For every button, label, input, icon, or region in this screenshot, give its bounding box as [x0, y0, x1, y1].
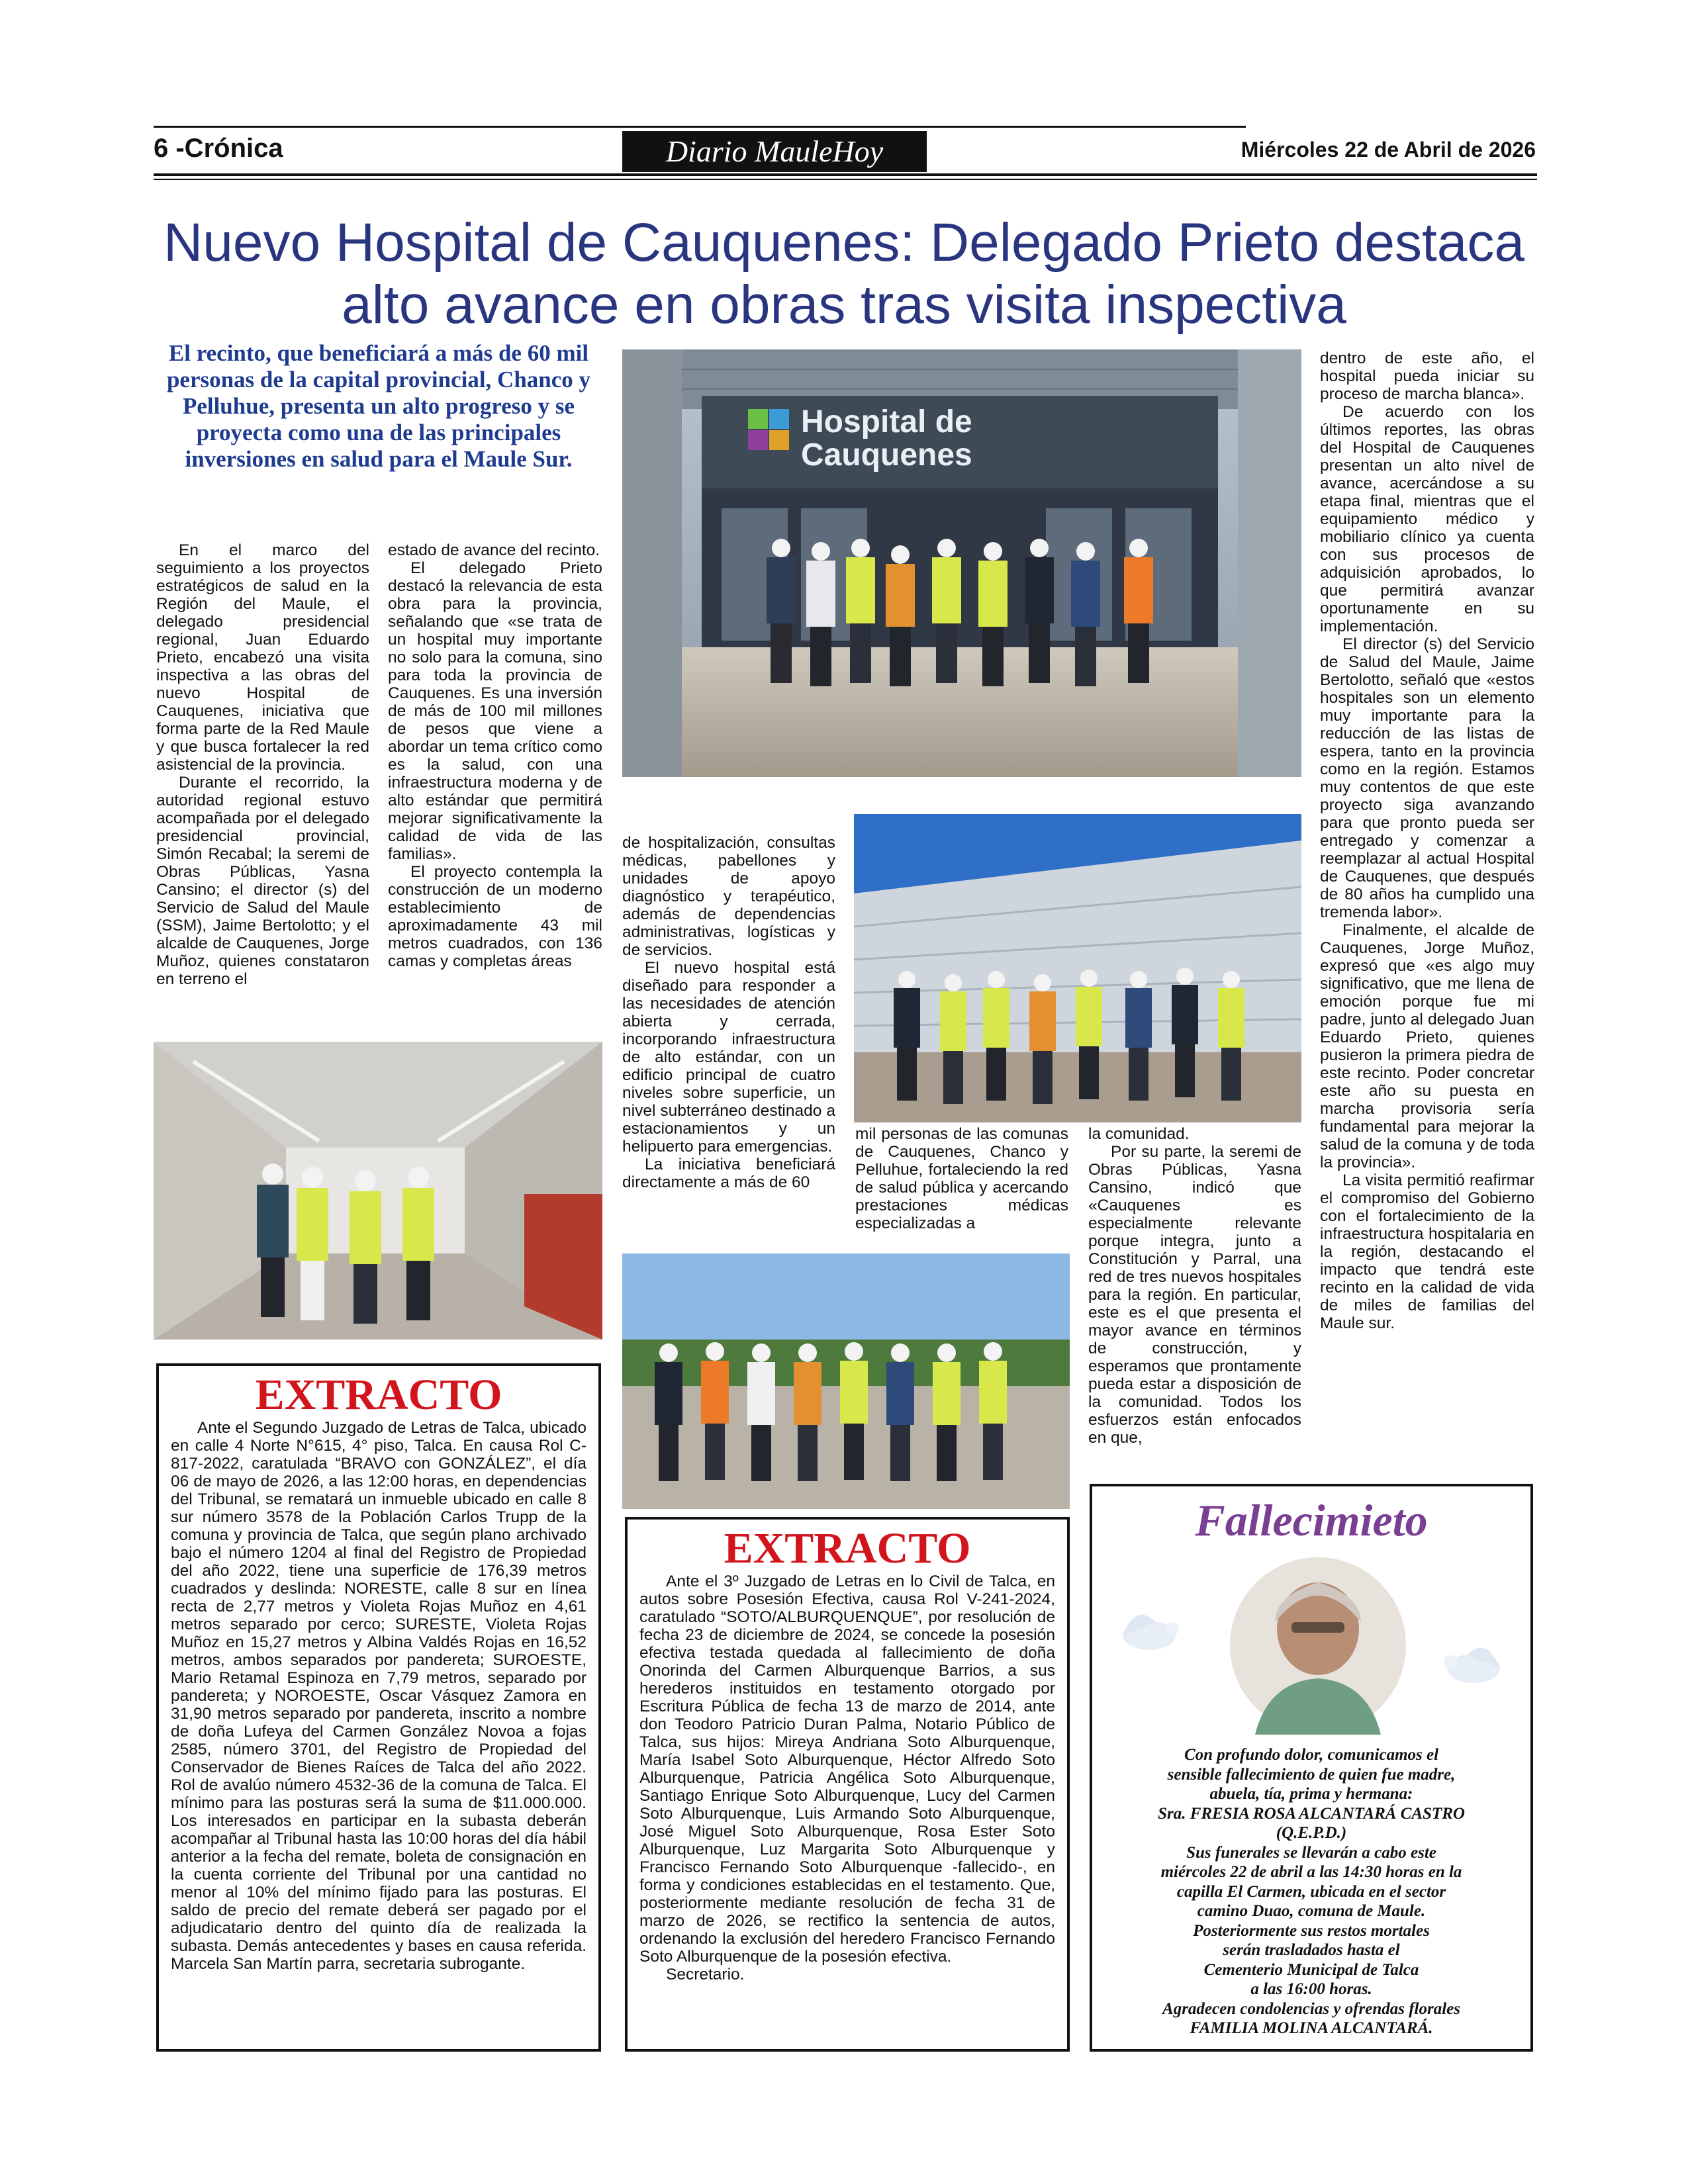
paragraph: La iniciativa beneficiará directamente a más de 60: [622, 1156, 835, 1191]
article-column-5: [1088, 1125, 1301, 1447]
obituary-line: Con profundo dolor, comunicamos el: [1184, 1746, 1439, 1764]
photo-group-building-side: [854, 814, 1301, 1122]
extracto-1-title: EXTRACTO: [255, 1371, 502, 1419]
header-bottom-rule: [154, 173, 1537, 176]
extracto-2-text: Ante el 3º Juzgado de Letras en lo Civil de Talca, en autos sobre Posesión Efectiva, causa Rol V-241-2024, caratulado “SOTO/ALBURQUENQUE”, por resolución de fecha 23 de diciembre de 2024, se concede la posesión efectiva testada quedada al fallecimiento de doña Onorinda del Carmen Alburquenque Barrios, a sus herederos instituidos en testamento otorgado por Escritura Pública de fecha 13 de marzo de 2014, ante don Teodoro Patricio Duran Palma, Notario Público de Talca, sus hijos: Mireya Andriana Soto Alburquenque, María Isabel Soto Alburquenque, Héctor Alfredo Soto Alburquenque, Patricia Angélica Soto Alburquenque, Santiago Enrique Soto Alburquenque, Lucy del Carmen Soto Alburquenque, Luis Armando Soto Alburquenque, José Miguel Soto Alburquenque, Rosa Ester Soto Alburquenque, Luz Margarita Soto Alburquenque y Francisco Fernando Soto Alburquenque -fallecido-, en forma y condiciones establecidas en el testamento. Que, posteriormente mediante resolución de fecha 31 de marzo de 2026, se rectifico la sentencia de autos, ordenando la exclusión del heredero Francisco Fernando Soto Alburquenque de la posesión efectiva.: [639, 1572, 1055, 1966]
dove-right-icon: [1434, 1629, 1513, 1702]
obituary-line: sensible fallecimiento de quien fue madre,: [1167, 1765, 1456, 1784]
obituary-deceased-name: Sra. FRESIA ROSA ALCANTARÁ CASTRO: [1158, 1804, 1465, 1823]
obituary-title: Fallecimieto: [1195, 1495, 1428, 1545]
paragraph: de hospitalización, consultas médicas, pabellones y unidades de apoyo diagnóstico y terapéutico, además de dependencias administrativas, logísticas y de servicios.: [622, 834, 835, 959]
photo-rooftop-group: [622, 1253, 1070, 1509]
obituary-line: serán trasladados hasta el: [1223, 1941, 1400, 1959]
obituary-line: Posteriormente sus restos mortales: [1193, 1921, 1430, 1940]
paragraph: mil personas de las comunas de Cauquenes, Chanco y Pelluhue, fortaleciendo la red de salud pública y acercando prestaciones médicas especializadas a: [855, 1125, 1068, 1232]
paragraph: La visita permitió reafirmar el compromiso del Gobierno con el fortalecimiento de la infraestructura hospitalaria en la región, destacando el impacto que tendrá este recinto en la calidad de vida de miles de familias del Maule sur.: [1320, 1171, 1534, 1332]
photo-hospital-entrance-group: [622, 349, 1301, 777]
issue-date: Miércoles 22 de Abril de 2026: [1241, 138, 1536, 161]
obituary-notice: [1090, 1484, 1533, 2052]
masthead: Diario MauleHoy: [622, 131, 927, 172]
page-section-label: 6 -Crónica: [154, 134, 283, 163]
extracto-2-signature: Secretario.: [666, 1966, 745, 1983]
obituary-line: abuela, tía, prima y hermana:: [1209, 1785, 1413, 1803]
paragraph: El delegado Prieto destacó la relevancia de esta obra para la provincia, señalando que «se trata de un hospital muy importante no solo para la comuna, sino para toda la provincia de Cauquenes. Es una inversión de más de 100 mil millones de pesos que viene a abordar un tema crítico como es la salud, con una infraestructura moderna y de alto estándar que permitirá mejorar significativamente la calidad de vida de las familias».: [388, 559, 602, 863]
paragraph: la comunidad.: [1088, 1125, 1190, 1143]
paragraph: dentro de este año, el hospital pueda iniciar su proceso de marcha blanca».: [1320, 349, 1534, 403]
article-column-2: [388, 541, 602, 970]
hospital-sign-line1: Hospital de: [801, 404, 972, 439]
obituary-line: Sus funerales se llevarán a cabo este: [1186, 1843, 1436, 1862]
extracto-2-body: [639, 1572, 1055, 1983]
legal-notice-extracto-2: [625, 1517, 1070, 2052]
article-column-4: [855, 1125, 1068, 1232]
portrait-photo: [1229, 1556, 1407, 1735]
hospital-sign-line2: Cauquenes: [801, 437, 972, 473]
article-column-3: [622, 834, 835, 1191]
header-top-rule: [154, 126, 1246, 128]
photo-corridor-walk: [154, 1042, 602, 1340]
paragraph: estado de avance del recinto.: [388, 541, 600, 559]
obituary-family: FAMILIA MOLINA ALCANTARÁ.: [1190, 2019, 1433, 2037]
paragraph: Por su parte, la seremi de Obras Públicas, Yasna Cansino, indicó que «Cauquenes es especialmente relevante porque integra, junto a Constitución y Parral, una red de tres nuevos hospitales para la región. En particular, este es el que presenta el mayor avance en términos de construcción, y esperamos que prontamente pueda estar a disposición de la comunidad. Todos los esfuerzos están enfocados en que,: [1088, 1143, 1301, 1447]
article-lede: El recinto, que beneficiará a más de 60 mil personas de la capital provincial, Chanco y Pelluhue, presenta un alto progreso y se proyecta como una de las principales inversiones en salud para el Maule Sur.: [166, 340, 591, 472]
extracto-1-body: [171, 1419, 586, 1973]
paragraph: De acuerdo con los últimos reportes, las obras del Hospital de Cauquenes presentan un alto nivel de avance, acercándose a su etapa final, mientras que el equipamiento médico y mobiliario clínico ya cuenta con sus procesos de adquisición aprobados, lo que permitirá avanzar oportunamente en su implementación.: [1320, 403, 1534, 635]
obituary-line: camino Duao, comuna de Maule.: [1197, 1902, 1426, 1920]
header-bottom-rule-thin: [154, 179, 1537, 180]
paragraph: El nuevo hospital está diseñado para responder a las necesidades de atención abierta y cerrada, incorporando infraestructura de alto estándar, con un edificio principal de cuatro niveles sobre superficie, un nivel subterráneo destinado a estacionamientos y un helipuerto para emergencias.: [622, 959, 835, 1156]
paragraph: El proyecto contempla la construcción de un moderno establecimiento de aproximadamente 43 mil metros cuadrados, con 136 camas y completas áreas: [388, 863, 602, 970]
extracto-1-text: Ante el Segundo Juzgado de Letras de Talca, ubicado en calle 4 Norte N°615, 4° piso, Talca. En causa Rol C-817-2022, caratulada “BRAVO con GONZÁLEZ”, el día 06 de mayo de 2026, a las 12:00 horas, en dependencias del Tribunal, se rematará un inmueble ubicado en calle 8 sur número 3578 de la Población Carlos Trupp de la comuna y provincia de Talca, que según plano archivado bajo el número 1204 al final del Registro de Propiedad del año 2022, tiene una superficie de 176,39 metros cuadrados y deslinda: NORESTE, calle 8 sur en línea recta de 2,77 metros y Violeta Rojas Muñoz en 4,61 metros separado por cerco; SURESTE, Violeta Rojas Muñoz en 15,27 metros y Albina Valdés Rojas en 16,52 metros, ambos separados por pandereta; SUROESTE, Mario Retamal Espinoza en 7,79 metros, separado por pandereta; y NOROESTE, Oscar Vásquez Zamora en 31,90 metros separado por pandereta, inscrito a nombre de doña Lufeya del Carmen González Novoa a fojas 2585, número 3701, del Registro de Propiedad del Conservador de Bienes Raíces de Talca del año 2022. Rol de avalúo número 4532-36 de la comuna de Talca. El mínimo para las posturas será la suma de $11.000.000. Los interesados en participar en la subasta deberán acompañar al Tribunal hasta las 10:00 horas del día hábil anterior a la fecha del remate, boleta de consignación en la cuenta corriente del Tribunal por una cantidad no menor al 10% del mínimo fijado para las posturas. El saldo de precio del remate deberá ser pagado por el adjudicatario dentro del quinto día de realizada la subasta. Demás antecedentes y bases en causa referida. Marcela San Martín parra, secretaria subrogante.: [171, 1419, 586, 1973]
dove-left-icon: [1109, 1596, 1189, 1668]
article-column-1: [156, 541, 369, 988]
obituary-photo-area: [1103, 1549, 1520, 1741]
obituary-line: Agradecen condolencias y ofrendas florales: [1162, 1999, 1460, 2018]
paragraph: Durante el recorrido, la autoridad regional estuvo acompañada por el delegado presidencial provincial, Simón Recabal; la seremi de Obras Públicas, Yasna Cansino; el director (s) del Servicio de Salud del Maule (SSM), Jaime Bertolotto; y el alcalde de Cauquenes, Jorge Muñoz, quienes constataron en terreno el: [156, 774, 369, 988]
paragraph: El director (s) del Servicio de Salud del Maule, Jaime Bertolotto, señaló que «estos hospitales son un elemento muy importante para la reducción de las listas de espera, tanto en la provincia como en la región. Estamos muy contentos de que este proyecto siga avanzando para que pronto pueda ser entregado y comenzar a reemplazar al actual Hospital de Cauquenes, que después de 80 años ha cumplido una tremenda labor».: [1320, 635, 1534, 921]
obituary-line: a las 16:00 horas.: [1250, 1980, 1372, 1998]
extracto-2-title: EXTRACTO: [724, 1524, 971, 1572]
legal-notice-extracto-1: [156, 1363, 601, 2052]
article-headline: Nuevo Hospital de Cauquenes: Delegado Prieto destaca alto avance en obras tras visita inspectiva: [164, 212, 1524, 335]
obituary-line: (Q.E.P.D.): [1276, 1824, 1347, 1842]
paragraph: En el marco del seguimiento a los proyectos estratégicos de salud en la Región del Maule, el delegado presidencial regional, Juan Eduardo Prieto, encabezó una visita inspectiva a las obras del nuevo Hospital de Cauquenes, iniciativa que forma parte de la Red Maule y que busca fortalecer la red asistencial de la provincia.: [156, 541, 369, 774]
obituary-text: [1103, 1745, 1520, 2038]
obituary-line: Cementerio Municipal de Talca: [1203, 1960, 1419, 1979]
article-column-6: [1320, 349, 1534, 1332]
obituary-line: capilla El Carmen, ubicada en el sector: [1176, 1882, 1446, 1901]
paragraph: Finalmente, el alcalde de Cauquenes, Jorge Muñoz, expresó que «es algo muy significativo, que me llena de emoción porque fue mi padre, junto al delegado Juan Eduardo Prieto, quienes pusieron la primera piedra de este recinto. Poder concretar este año su puesta en marcha provisoria sería fundamental para mejorar la salud de la comuna y de toda la provincia».: [1320, 921, 1534, 1171]
obituary-line: miércoles 22 de abril a las 14:30 horas en la: [1160, 1863, 1462, 1881]
